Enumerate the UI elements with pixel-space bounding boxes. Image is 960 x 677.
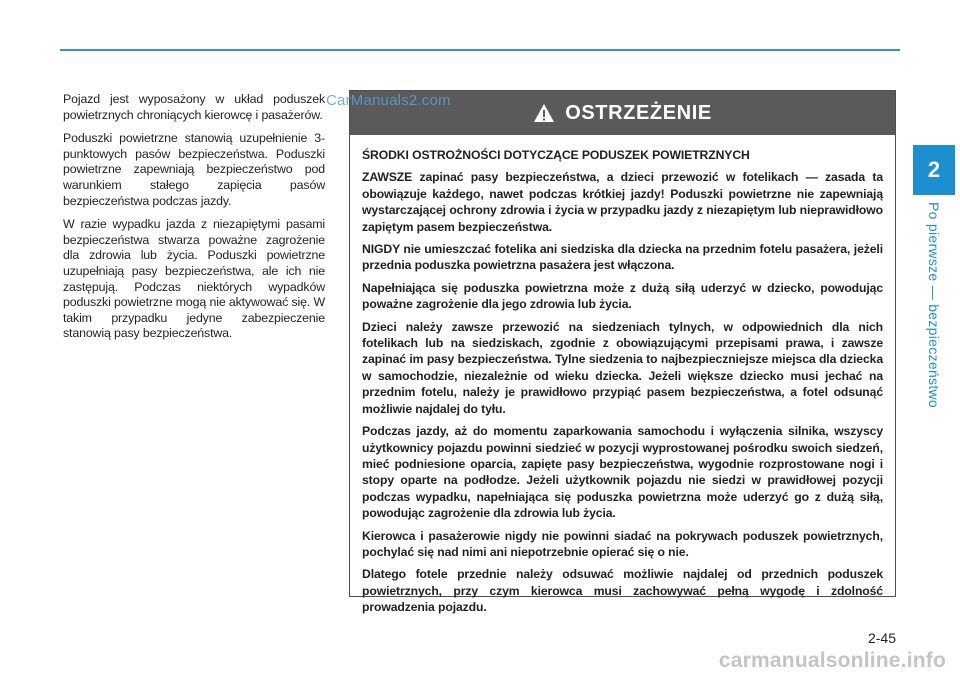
- warning-paragraph: Dzieci należy zawsze przewozić na siedzeniach tylnych, w odpowiednich dla nich fotelikach lub na siedziskach, zgodnie z obowiązującymi przepisami prawa, i zawsze zapinać im pasy bezpieczeństwa. Tylne siedzenia to najbezpieczniejsze miejsca dla dziecka w samochodzie, niezależnie od wieku dziecka. Jeżeli większe dziecko musi jechać na przednim fotelu, należy je prawidłowo przypiąć pasem bezpieczeństwa, a fotel odsunąć możliwie najdalej do tyłu.: [362, 319, 883, 416]
- warning-content: [350, 135, 895, 616]
- warning-subheading: ŚRODKI OSTROŻNOŚCI DOTYCZĄCE PODUSZEK POWIETRZNYCH: [362, 148, 750, 162]
- watermark-carmanualsonline: carmanualsonline.info: [718, 649, 946, 672]
- warning-triangle-icon: [533, 103, 555, 123]
- warning-paragraph: Dlatego fotele przednie należy odsuwać możliwie najdalej od przednich poduszek powietrznych, przy czym kierowca musi zachowywać pełną wygodę i zdolność prowadzenia pojazdu.: [362, 567, 883, 615]
- warning-paragraph: Podczas jazdy, aż do momentu zaparkowania samochodu i wyłączenia silnika, wszyscy użytkownicy pojazdu powinni siedzieć w pozycji wyprostowanej pośrodku swoich siedzeń, mieć podniesione oparcia, zapięte pasy bezpieczeństwa, wygodnie rozprostowane nogi i stopy oparte na podłodze. Jeżeli użytkownik pojazdu nie siedzi w prawidłowej pozycji podczas wypadku, napełniająca się poduszka powietrzna może uderzyć go z dużą siłą, powodując zagrożenie dla zdrowia lub życia.: [362, 424, 883, 521]
- warning-title: OSTRZEŻENIE: [565, 101, 712, 124]
- chapter-title: Po pierwsze — bezpieczeństwo: [926, 201, 942, 409]
- warning-paragraph: Napełniająca się poduszka powietrzna może z dużą siłą uderzyć w dziecko, powodując poważne zagrożenie dla jego zdrowia lub życia.: [362, 280, 883, 312]
- warning-paragraph: NIGDY nie umieszczać fotelika ani siedziska dla dziecka na przednim fotelu pasażera, jeżeli przednia poduszka powietrzna pasażera jest włączona.: [362, 242, 883, 273]
- page-number: 2-45: [867, 630, 896, 646]
- warning-paragraph: ZAWSZE zapinać pasy bezpieczeństwa, a dzieci przewozić w fotelikach — zasada ta obowiązuje każdego, nawet podczas krótkiej jazdy! Poduszki powietrzne nie zapewniają wystarczającej ochrony zdrowia i życia w przypadku jazdy z niezapiętym lub nieprawidłowo zapiętym pasem bezpieczeństwa.: [362, 170, 883, 234]
- intro-paragraph: W razie wypadku jazda z niezapiętymi pasami bezpieczeństwa stwarza poważne zagrożenie dla zdrowia lub życia. Poduszki powietrzne uzupełniają pasy bezpieczeństwa, ale ich nie zastępują. Podczas niektórych wypadków poduszki powietrzne mogą nie aktywować się. W takim przypadku jedyne zabezpieczenie stanowią pasy bezpieczeństwa.: [63, 217, 325, 341]
- watermark-carmanuals2: CarManuals2.com: [326, 92, 451, 109]
- header-rule: [60, 49, 900, 51]
- chapter-tab: 2: [913, 145, 955, 195]
- intro-paragraph: Poduszki powietrzne stanowią uzupełnienie 3-punktowych pasów bezpieczeństwa. Poduszki powietrzne zapewniają bezpieczeństwo pod warunkiem stałego zapięcia pasów bezpieczeństwa podczas jazdy.: [63, 131, 325, 208]
- intro-paragraph: Pojazd jest wyposażony w układ poduszek powietrznych chroniących kierowcę i pasażerów.: [63, 92, 325, 122]
- warning-paragraph: Kierowca i pasażerowie nigdy nie powinni siadać na pokrywach poduszek powietrznych, pochylać się nad nimi ani niepotrzebnie opierać się o nie.: [362, 528, 883, 559]
- intro-text: [63, 92, 325, 350]
- warning-box: [349, 90, 896, 615]
